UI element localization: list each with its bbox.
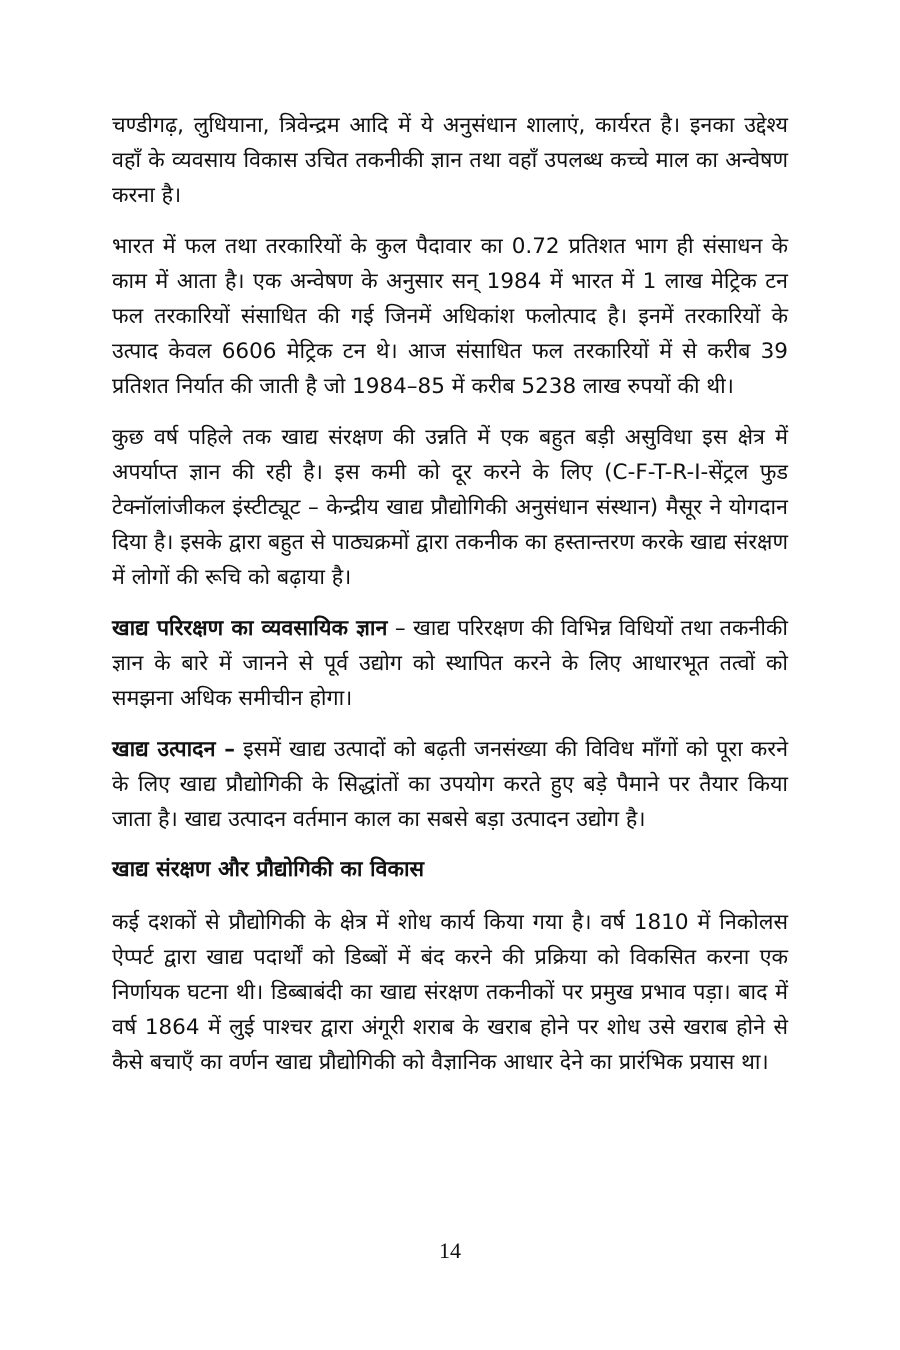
paragraph-food-production: [112, 732, 788, 837]
paragraph-business-knowledge: [112, 611, 788, 716]
paragraph-lead-term: खाद्य परिरक्षण का व्यवसायिक ज्ञान: [112, 616, 388, 641]
paragraph-text: – खाद्य परिरक्षण की विभिन्न विधियों तथा तकनीकी ज्ञान के बारे में जानने से पूर्व उद्योग को स्थापित करने के लिए आधारभूत तत्वों को समझना अधिक समीचीन होगा।: [112, 616, 788, 711]
paragraph-lead-term: खाद्य उत्पादन –: [112, 737, 235, 762]
paragraph-text: इसमें खाद्य उत्पादों को बढ़ती जनसंख्या की विविध माँगों को पूरा करने के लिए खाद्य प्रौद्योगिकी के सिद्धांतों का उपयोग करते हुए बड़े पैमाने पर तैयार किया जाता है। खाद्य उत्पादन वर्तमान काल का सबसे बड़ा उत्पादन उद्योग है।: [112, 737, 789, 832]
paragraph-fruit-vegetable-stats: [112, 229, 788, 404]
paragraph-text: चण्डीगढ़, लुधियाना, त्रिवेन्द्रम आदि में ये अनुसंधान शालाएं, कार्यरत है। इनका उद्देश्य वहाँ के व्यवसाय विकास उचित तकनीकी ज्ञान तथा वहाँ उपलब्ध कच्चे माल का अन्वेषण करना है।: [112, 113, 788, 208]
section-heading: खाद्य संरक्षण और प्रौद्योगिकी का विकास: [112, 857, 425, 882]
paragraph-text: कुछ वर्ष पहिले तक खाद्य संरक्षण की उन्नति में एक बहुत बड़ी असुविधा इस क्षेत्र में अपर्याप्त ज्ञान की रही है। इस कमी को दूर करने के लिए (C-F-T-R-I-सेंट्रल फुड टेक्नॉलांजीकल इंस्टीट्यूट – केन्द्रीय खाद्य प्रौद्योगिकी अनुसंधान संस्थान) मैसूर ने योगदान दिया है। इसके द्वारा बहुत से पाठ्यक्रमों द्वारा तकनीक का हस्तान्तरण करके खाद्य संरक्षण में लोगों की रूचि को बढ़ाया है।: [112, 425, 788, 590]
paragraph-text: भारत में फल तथा तरकारियों के कुल पैदावार का 0.72 प्रतिशत भाग ही संसाधन के काम में आता है। एक अन्वेषण के अनुसार सन् 1984 में भारत में 1 लाख मेट्रिक टन फल तरकारियों संसाधित की गई जिनमें अधिकांश फलोत्पाद है। इनमें तरकारियों के उत्पाद केवल 6606 मेट्रिक टन थे। आज संसाधित फल तरकारियों में से करीब 39 प्रतिशत निर्यात की जाती है जो 1984–85 में करीब 5238 लाख रुपयों की थी।: [112, 234, 788, 399]
paragraph-cftri: [112, 420, 788, 595]
page-number: 14: [439, 1238, 461, 1263]
paragraph-history: [112, 905, 788, 1080]
paragraph-research-labs: [112, 108, 788, 213]
document-body: [112, 108, 788, 1096]
paragraph-text: कई दशकों से प्रौद्योगिकी के क्षेत्र में शोध कार्य किया गया है। वर्ष 1810 में निकोलस ऐप्पर्ट द्वारा खाद्य पदार्थों को डिब्बों में बंद करने की प्रक्रिया को विकसित करना एक निर्णायक घटना थी। डिब्बाबंदी का खाद्य संरक्षण तकनीकों पर प्रमुख प्रभाव पड़ा। बाद में वर्ष 1864 में लुई पाश्चर द्वारा अंगूरी शराब के खराब होने पर शोध उसे खराब होने से कैसे बचाएँ का वर्णन खाद्य प्रौद्योगिकी को वैज्ञानिक आधार देने का प्रारंभिक प्रयास था।: [112, 910, 788, 1075]
